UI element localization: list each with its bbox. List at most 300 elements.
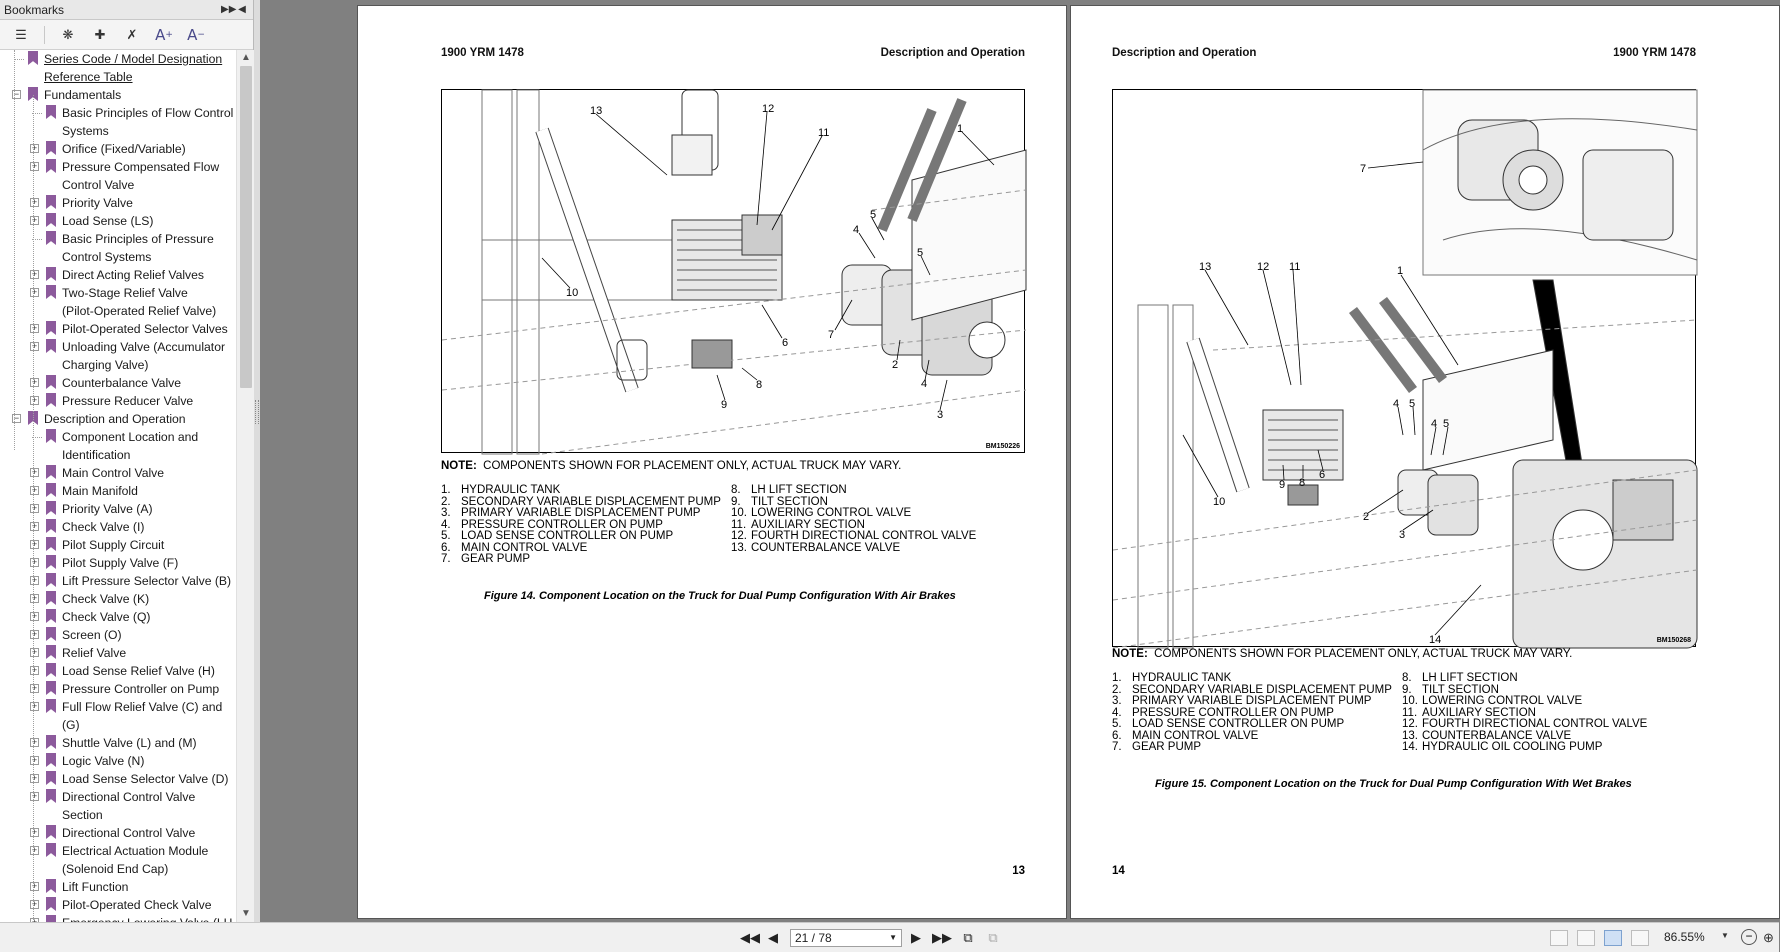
legend-text: LH LIFT SECTION: [751, 484, 847, 496]
expand-node-icon[interactable]: +: [31, 377, 38, 387]
bookmark-tree: [0, 50, 236, 922]
bookmark-icon: [46, 285, 56, 299]
bookmark-item[interactable]: [0, 734, 236, 752]
legend-text: GEAR PUMP: [461, 553, 531, 565]
expand-node-icon[interactable]: +: [31, 143, 38, 153]
bookmark-icon: [46, 195, 56, 209]
legend-number: 8.: [731, 484, 741, 496]
legend-number: 13.: [1402, 729, 1418, 742]
note-label: NOTE:: [1112, 648, 1148, 660]
legend-item: [441, 508, 721, 520]
figure-callout-number: 4: [921, 378, 928, 390]
legend-text: SECONDARY VARIABLE DISPLACEMENT PUMP: [1132, 683, 1392, 696]
legend-text: PRIMARY VARIABLE DISPLACEMENT PUMP: [461, 507, 701, 519]
bookmark-label[interactable]: Priority Valve (A): [62, 502, 153, 516]
figure-callout-number: 4: [853, 224, 860, 236]
bookmark-icon: [46, 393, 56, 407]
note-label: NOTE:: [441, 460, 477, 472]
expand-node-icon[interactable]: +: [31, 215, 38, 225]
figure-15-drawing: [1113, 90, 1697, 648]
bookmark-item[interactable]: [0, 824, 236, 842]
bookmark-icon: [46, 753, 56, 767]
document-page-13: [357, 5, 1067, 919]
bookmark-label[interactable]: Full Flow Relief Valve (C) and: [62, 700, 223, 714]
bookmarks-scrollbar[interactable]: [236, 50, 254, 922]
bookmark-label[interactable]: Unloading Valve (Accumulator: [62, 340, 226, 354]
bookmark-item[interactable]: [0, 158, 236, 194]
legend-text: HYDRAULIC TANK: [461, 484, 561, 496]
legend-text: SECONDARY VARIABLE DISPLACEMENT PUMP: [461, 495, 721, 508]
figure-callout-number: 13: [590, 105, 603, 117]
legend-text: LH LIFT SECTION: [1422, 672, 1518, 684]
bookmark-label[interactable]: Pilot-Operated Check Valve: [62, 898, 212, 912]
legend-number: 12.: [731, 530, 747, 542]
bookmark-icon: [46, 789, 56, 803]
figure-15-code: BM150268: [1656, 637, 1691, 644]
expand-node-icon[interactable]: +: [31, 845, 38, 855]
tree-connector: [33, 95, 34, 922]
expand-node-icon[interactable]: +: [31, 899, 38, 909]
bookmark-item[interactable]: [0, 590, 236, 608]
legend-number: 3.: [1112, 695, 1122, 707]
bookmark-item[interactable]: [0, 626, 236, 644]
expand-node-icon[interactable]: +: [31, 287, 38, 297]
bookmark-label-line2[interactable]: (G): [62, 718, 80, 732]
bookmark-icon: [46, 609, 56, 623]
figure-14-legend-col2: [731, 485, 1011, 554]
figure-15-legend-col2: [1402, 673, 1682, 754]
bookmark-label[interactable]: Counterbalance Valve: [62, 376, 182, 390]
legend-text: TILT SECTION: [1422, 683, 1499, 696]
bookmark-icon: [46, 825, 56, 839]
bookmark-icon: [46, 339, 56, 353]
scrollbar-thumb[interactable]: [240, 66, 252, 388]
figure-callout-number: 8: [1299, 477, 1306, 489]
bookmark-label[interactable]: Pilot Supply Circuit: [62, 538, 165, 552]
figure-15-illustration: [1112, 89, 1696, 647]
bookmark-label-line2[interactable]: Section: [62, 808, 103, 822]
expand-node-icon[interactable]: +: [31, 593, 38, 603]
legend-item: [1112, 719, 1392, 731]
bookmark-label[interactable]: Orifice (Fixed/Variable): [62, 142, 186, 156]
figure-callout-number: 3: [937, 409, 944, 421]
legend-number: 4.: [441, 518, 451, 531]
legend-item: [731, 485, 1011, 497]
bookmark-icon: [46, 105, 56, 119]
note-text: COMPONENTS SHOWN FOR PLACEMENT ONLY, ACTUAL TRUCK MAY VARY.: [1154, 648, 1573, 660]
bookmark-label[interactable]: Load Sense (LS): [62, 214, 154, 228]
bookmark-label-line2[interactable]: (Solenoid End Cap): [62, 862, 169, 876]
bookmark-label-line2[interactable]: Identification: [62, 448, 131, 462]
expand-node-icon[interactable]: +: [31, 611, 38, 621]
legend-number: 1.: [1112, 672, 1122, 684]
bookmark-item[interactable]: [0, 896, 236, 914]
tree-connector: [14, 50, 15, 450]
add-bookmark-icon[interactable]: ✚: [94, 26, 106, 42]
figure-callout-number: 6: [782, 337, 789, 349]
expand-node-icon[interactable]: +: [31, 503, 38, 513]
expand-node-icon[interactable]: +: [31, 773, 38, 783]
legend-number: 2.: [1112, 683, 1122, 696]
prev-page-icon[interactable]: ◀: [768, 930, 778, 945]
legend-text: COUNTERBALANCE VALVE: [751, 541, 901, 554]
bookmark-label[interactable]: Shuttle Valve (L) and (M): [62, 736, 197, 750]
bookmarks-header: [0, 0, 253, 20]
navigation-toolbar: [0, 922, 1779, 952]
scroll-down-icon[interactable]: ▼: [241, 908, 251, 919]
legend-item: [1112, 673, 1392, 685]
continuous-facing-view-icon[interactable]: [1631, 930, 1649, 946]
page-number-value: 21 / 78: [795, 931, 832, 945]
bookmark-label[interactable]: Screen (O): [62, 628, 122, 642]
bookmark-icon: [46, 465, 56, 479]
bookmark-label[interactable]: Lift Function: [62, 880, 129, 894]
chevron-down-icon[interactable]: ▼: [889, 933, 897, 942]
bookmark-icon: [46, 159, 56, 173]
last-page-icon[interactable]: ▶▶: [932, 930, 952, 945]
bookmark-icon: [46, 429, 56, 443]
bookmark-item[interactable]: [0, 410, 236, 428]
figure-callout-number: 4: [1431, 418, 1438, 430]
bookmark-label[interactable]: Check Valve (I): [62, 520, 145, 534]
bookmark-icon: [46, 879, 56, 893]
bookmark-options-icon[interactable]: ☰: [15, 26, 27, 42]
figure-14-caption: Figure 14. Component Location on the Truck for Dual Pump Configuration With Air Brakes: [484, 590, 956, 602]
bookmark-icon: [28, 51, 38, 65]
bookmark-label[interactable]: Relief Valve: [62, 646, 127, 660]
bookmark-item[interactable]: [0, 572, 236, 590]
bookmark-icon: [46, 771, 56, 785]
bookmark-label[interactable]: Pressure Compensated Flow: [62, 160, 220, 174]
bookmark-label[interactable]: Electrical Actuation Module: [62, 844, 209, 858]
legend-item: [731, 508, 1011, 520]
legend-number: 7.: [441, 553, 451, 565]
figure-callout-number: 13: [1199, 261, 1212, 273]
legend-item: [731, 543, 1011, 555]
bookmark-item[interactable]: [0, 482, 236, 500]
bookmark-label[interactable]: Pilot-Operated Selector Valves: [62, 322, 228, 336]
page-header-right: Description and Operation: [880, 47, 1025, 59]
legend-text: PRESSURE CONTROLLER ON PUMP: [461, 518, 663, 531]
delete-bookmark-icon[interactable]: ✗: [126, 26, 138, 42]
figure-callout-number: 8: [756, 379, 763, 391]
bookmark-icon: [46, 735, 56, 749]
bookmark-item[interactable]: [0, 86, 236, 104]
bookmark-item[interactable]: [0, 428, 236, 464]
expand-panel-icon[interactable]: ▶▶: [221, 3, 237, 15]
next-view-icon[interactable]: ⧉: [988, 930, 998, 945]
legend-number: 8.: [1402, 672, 1412, 684]
legend-number: 1.: [441, 484, 451, 496]
continuous-view-icon[interactable]: [1577, 930, 1595, 946]
figure-callout-number: 2: [892, 359, 899, 371]
note-text: COMPONENTS SHOWN FOR PLACEMENT ONLY, ACTUAL TRUCK MAY VARY.: [483, 460, 902, 472]
bookmark-icon: [46, 663, 56, 677]
legend-text: TILT SECTION: [751, 495, 828, 508]
page-number-14: 14: [1112, 865, 1125, 877]
toolbar-divider: [44, 26, 45, 44]
bookmark-label[interactable]: Description and Operation: [44, 412, 186, 426]
legend-text: FOURTH DIRECTIONAL CONTROL VALVE: [751, 530, 977, 542]
bookmark-icon: [46, 141, 56, 155]
next-page-icon[interactable]: ▶: [911, 930, 921, 945]
bookmark-label[interactable]: Load Sense Relief Valve (H): [62, 664, 215, 678]
bookmark-item[interactable]: [0, 392, 236, 410]
previous-view-icon[interactable]: ⧉: [963, 930, 973, 945]
bookmark-icon: [46, 699, 56, 713]
figure-callout-number: 5: [917, 247, 924, 259]
bookmark-label[interactable]: Lift Pressure Selector Valve (B): [62, 574, 232, 588]
page-header-left: 1900 YRM 1478: [441, 47, 524, 59]
bookmark-item[interactable]: [0, 320, 236, 338]
expand-node-icon[interactable]: +: [31, 791, 38, 801]
bookmark-label[interactable]: Pressure Controller on Pump: [62, 682, 220, 696]
bookmark-label[interactable]: Logic Valve (N): [62, 754, 145, 768]
bookmark-icon: [46, 537, 56, 551]
figure-callout-number: 3: [1399, 529, 1406, 541]
bookmark-label[interactable]: Check Valve (K): [62, 592, 150, 606]
bookmark-label[interactable]: Priority Valve: [62, 196, 133, 210]
increase-font-icon[interactable]: A +: [155, 25, 173, 44]
bookmark-item[interactable]: [0, 608, 236, 626]
legend-text: AUXILIARY SECTION: [1422, 706, 1536, 719]
expand-node-icon[interactable]: +: [31, 485, 38, 495]
bookmark-item[interactable]: [0, 194, 236, 212]
expand-node-icon[interactable]: +: [31, 683, 38, 693]
legend-number: 3.: [441, 507, 451, 519]
bookmark-icon: [46, 231, 56, 245]
zoom-in-icon[interactable]: ⊕: [1763, 930, 1774, 945]
legend-number: 7.: [1112, 741, 1122, 753]
bookmark-item[interactable]: [0, 698, 236, 734]
bookmark-icon: [46, 501, 56, 515]
bookmark-item[interactable]: [0, 644, 236, 662]
bookmark-label[interactable]: Basic Principles of Pressure: [62, 232, 214, 246]
bookmark-label[interactable]: Directional Control Valve: [62, 826, 196, 840]
page-header-right: 1900 YRM 1478: [1613, 47, 1696, 59]
collapse-panel-icon[interactable]: ◀: [238, 3, 246, 15]
legend-number: 11.: [1402, 706, 1418, 719]
bookmark-icon: [46, 897, 56, 911]
bookmarks-panel: [0, 0, 254, 922]
bookmark-label[interactable]: Fundamentals: [44, 88, 122, 102]
bookmark-label-line2[interactable]: Systems: [62, 124, 109, 138]
single-page-view-icon[interactable]: [1550, 930, 1568, 946]
bookmark-item[interactable]: [0, 50, 236, 86]
figure-14-code: BM150226: [985, 443, 1020, 450]
bookmark-label-line2[interactable]: (Pilot-Operated Relief Valve): [62, 304, 217, 318]
bookmark-label[interactable]: Direct Acting Relief Valves: [62, 268, 205, 282]
panel-splitter[interactable]: [254, 0, 260, 922]
bookmark-item[interactable]: [0, 104, 236, 140]
bookmark-icon: [46, 519, 56, 533]
figure-14-legend-col1: [441, 485, 721, 566]
collapse-node-icon[interactable]: −: [13, 413, 20, 423]
bookmark-icon: [46, 213, 56, 227]
bookmarks-toolbar: [0, 20, 253, 50]
bookmark-item[interactable]: [0, 338, 236, 374]
expand-node-icon[interactable]: +: [31, 701, 38, 711]
figure-callout-number: 12: [1257, 261, 1270, 273]
legend-number: 5.: [441, 530, 451, 542]
legend-item: [441, 554, 721, 566]
figure-15-caption: Figure 15. Component Location on the Truck for Dual Pump Configuration With Wet Brakes: [1155, 778, 1632, 790]
legend-text: LOWERING CONTROL VALVE: [1422, 695, 1583, 707]
expand-node-icon[interactable]: +: [31, 341, 38, 351]
expand-node-icon[interactable]: +: [31, 557, 38, 567]
legend-text: HYDRAULIC TANK: [1132, 672, 1232, 684]
bookmark-icon: [46, 321, 56, 335]
bookmark-item[interactable]: [0, 554, 236, 572]
figure-callout-number: 10: [1213, 496, 1226, 508]
legend-number: 10.: [731, 507, 747, 519]
figure-callout-number: 7: [828, 329, 835, 341]
figure-15-legend-col1: [1112, 673, 1392, 754]
bookmark-label[interactable]: Check Valve (Q): [62, 610, 151, 624]
bookmark-item[interactable]: [0, 842, 236, 878]
figure-15-callouts: [1199, 163, 1449, 646]
bookmark-item[interactable]: [0, 752, 236, 770]
legend-text: MAIN CONTROL VALVE: [461, 541, 588, 554]
legend-number: 6.: [1112, 729, 1122, 742]
legend-item: [1402, 696, 1682, 708]
bookmark-label-line2[interactable]: Charging Valve): [62, 358, 149, 372]
figure-callout-number: 14: [1429, 634, 1442, 646]
expand-node-icon[interactable]: +: [31, 575, 38, 585]
bookmark-item[interactable]: [0, 212, 236, 230]
expand-bookmark-icon[interactable]: ❋: [62, 26, 74, 42]
bookmark-item[interactable]: [0, 518, 236, 536]
expand-node-icon[interactable]: +: [31, 539, 38, 549]
expand-node-icon[interactable]: +: [31, 737, 38, 747]
bookmark-icon: [46, 267, 56, 281]
figure-14-illustration: [441, 89, 1025, 453]
bookmark-label-line2[interactable]: Reference Table: [44, 70, 133, 84]
zoom-out-icon[interactable]: −: [1741, 929, 1757, 945]
tree-connector: [14, 59, 24, 60]
expand-node-icon[interactable]: +: [31, 161, 38, 171]
legend-text: FOURTH DIRECTIONAL CONTROL VALVE: [1422, 718, 1648, 730]
bookmark-label-line2[interactable]: Control Systems: [62, 250, 152, 264]
bookmark-item[interactable]: [0, 680, 236, 698]
page-number-select[interactable]: [790, 929, 902, 947]
legend-number: 9.: [1402, 683, 1412, 696]
figure-callout-number: 4: [1393, 398, 1400, 410]
legend-text: LOAD SENSE CONTROLLER ON PUMP: [1132, 718, 1345, 730]
bookmark-label[interactable]: Main Manifold: [62, 484, 138, 498]
collapse-node-icon[interactable]: −: [13, 89, 20, 99]
figure-callout-number: 9: [1279, 479, 1286, 491]
legend-number: 14.: [1402, 741, 1418, 753]
bookmark-icon: [46, 627, 56, 641]
legend-item: [1402, 719, 1682, 731]
bookmark-item[interactable]: [0, 662, 236, 680]
legend-text: MAIN CONTROL VALVE: [1132, 729, 1259, 742]
expand-node-icon[interactable]: +: [31, 665, 38, 675]
legend-item: [1112, 742, 1392, 754]
legend-number: 11.: [731, 518, 747, 531]
bookmark-label[interactable]: Pilot Supply Valve (F): [62, 556, 179, 570]
legend-number: 4.: [1112, 706, 1122, 719]
legend-text: PRESSURE CONTROLLER ON PUMP: [1132, 706, 1334, 719]
bookmark-label[interactable]: Two-Stage Relief Valve: [62, 286, 188, 300]
legend-number: 6.: [441, 541, 451, 554]
expand-node-icon[interactable]: +: [31, 395, 38, 405]
figure-callout-number: 5: [1409, 398, 1416, 410]
bookmark-icon: [46, 681, 56, 695]
document-page-14: [1070, 5, 1780, 919]
bookmark-label[interactable]: Load Sense Selector Valve (D): [62, 772, 229, 786]
expand-node-icon[interactable]: +: [31, 197, 38, 207]
legend-number: 10.: [1402, 695, 1418, 707]
figure-callout-number: 5: [870, 209, 877, 221]
legend-item: [731, 531, 1011, 543]
page-header-left: Description and Operation: [1112, 47, 1257, 59]
bookmark-label[interactable]: Series Code / Model Designation: [44, 52, 223, 66]
figure-callout-number: 1: [1397, 265, 1404, 277]
expand-node-icon[interactable]: +: [31, 521, 38, 531]
zoom-level[interactable]: 86.55%: [1664, 930, 1705, 944]
zoom-dropdown-icon[interactable]: ▼: [1721, 931, 1729, 940]
bookmark-icon: [46, 591, 56, 605]
figure-15-note: [1112, 648, 1572, 660]
expand-node-icon[interactable]: +: [31, 629, 38, 639]
expand-node-icon[interactable]: +: [31, 467, 38, 477]
figure-14-note: [441, 460, 901, 472]
legend-number: 13.: [731, 541, 747, 554]
bookmark-item[interactable]: [0, 536, 236, 554]
figure-callout-number: 11: [1289, 261, 1301, 273]
expand-node-icon[interactable]: +: [31, 323, 38, 333]
figure-callout-number: 12: [762, 103, 775, 115]
bookmark-item[interactable]: [0, 770, 236, 788]
legend-item: [1112, 696, 1392, 708]
bookmark-label[interactable]: Main Control Valve: [62, 466, 165, 480]
bookmark-item[interactable]: [0, 374, 236, 392]
bookmark-label[interactable]: Component Location and: [62, 430, 199, 444]
bookmark-item[interactable]: [0, 464, 236, 482]
legend-item: [441, 531, 721, 543]
legend-text: PRIMARY VARIABLE DISPLACEMENT PUMP: [1132, 695, 1372, 707]
bookmark-label[interactable]: Directional Control Valve: [62, 790, 196, 804]
bookmark-label-line2[interactable]: Control Valve: [62, 178, 135, 192]
bookmark-label[interactable]: Pressure Reducer Valve: [62, 394, 194, 408]
decrease-font-icon[interactable]: A −: [187, 25, 205, 44]
expand-node-icon[interactable]: +: [31, 755, 38, 765]
bookmark-item[interactable]: [0, 140, 236, 158]
bookmark-item[interactable]: [0, 878, 236, 896]
expand-node-icon[interactable]: +: [31, 881, 38, 891]
legend-item: [441, 485, 721, 497]
bookmark-item[interactable]: [0, 230, 236, 266]
bookmark-item[interactable]: [0, 788, 236, 824]
figure-callout-number: 5: [1443, 418, 1450, 430]
facing-pages-view-icon[interactable]: [1604, 930, 1622, 946]
scroll-up-icon[interactable]: ▲: [241, 52, 251, 63]
first-page-icon[interactable]: ◀◀: [740, 930, 760, 945]
bookmark-item[interactable]: [0, 284, 236, 320]
expand-node-icon[interactable]: +: [31, 827, 38, 837]
page-number-13: 13: [1012, 865, 1025, 877]
figure-callout-number: 1: [957, 123, 964, 135]
legend-number: 5.: [1112, 718, 1122, 730]
expand-node-icon[interactable]: +: [31, 647, 38, 657]
bookmark-item[interactable]: [0, 266, 236, 284]
legend-text: COUNTERBALANCE VALVE: [1422, 729, 1572, 742]
expand-node-icon[interactable]: +: [31, 269, 38, 279]
bookmark-item[interactable]: [0, 500, 236, 518]
bookmark-label[interactable]: Basic Principles of Flow Control: [62, 106, 234, 120]
